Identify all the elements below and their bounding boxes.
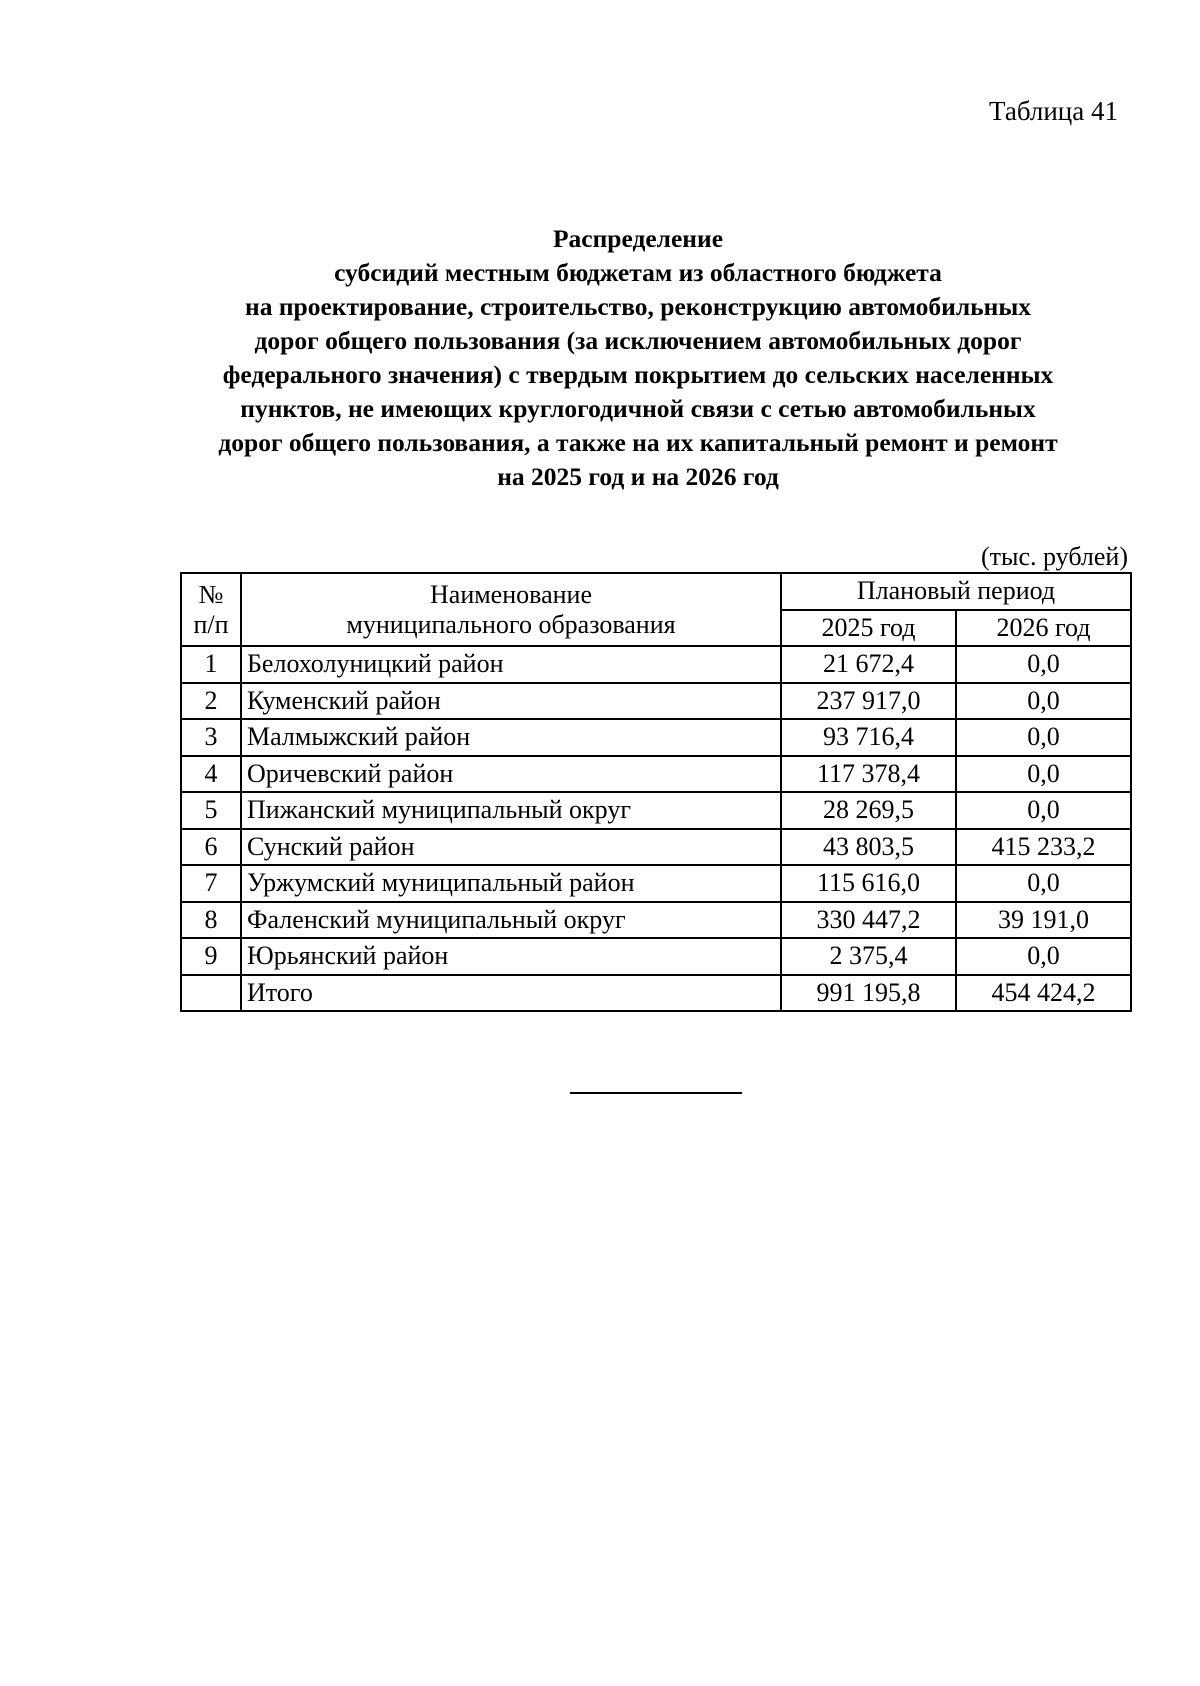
row-value-2025: 117 378,4 <box>781 756 956 793</box>
row-num: 8 <box>181 902 241 939</box>
title-line: на проектирование, строительство, реконструкцию автомобильных <box>245 292 1031 321</box>
title-line: Распределение <box>552 224 724 253</box>
row-num: 5 <box>181 792 241 829</box>
row-name: Уржумский муниципальный район <box>241 865 781 902</box>
row-value-2026: 0,0 <box>956 865 1131 902</box>
row-num: 2 <box>181 683 241 720</box>
row-name: Юрьянский район <box>241 938 781 975</box>
table-row <box>181 938 1131 975</box>
header-row <box>181 573 1131 610</box>
table-row <box>181 902 1131 939</box>
row-value-2026: 39 191,0 <box>956 902 1131 939</box>
row-name: Сунский район <box>241 829 781 866</box>
row-name: Пижанский муниципальный округ <box>241 792 781 829</box>
table-row <box>181 683 1131 720</box>
subsidy-table <box>180 572 1132 1012</box>
title-line: пунктов, не имеющих круглогодичной связи с сетью автомобильных <box>240 394 1036 423</box>
row-value-2026: 0,0 <box>956 683 1131 720</box>
row-value-2025: 21 672,4 <box>781 646 956 683</box>
total-num <box>181 975 241 1012</box>
header-name-line1: Наименование <box>430 579 592 609</box>
row-num: 9 <box>181 938 241 975</box>
header-period: Плановый период <box>781 573 1131 610</box>
table-row <box>181 792 1131 829</box>
header-num-line2: п/п <box>193 609 229 639</box>
row-num: 3 <box>181 719 241 756</box>
row-name: Оричевский район <box>241 756 781 793</box>
title-line: субсидий местным бюджетам из областного бюджета <box>334 258 942 287</box>
header-year-2026: 2026 год <box>956 610 1131 647</box>
row-value-2026: 0,0 <box>956 719 1131 756</box>
row-value-2025: 330 447,2 <box>781 902 956 939</box>
row-value-2025: 237 917,0 <box>781 683 956 720</box>
table-row <box>181 829 1131 866</box>
row-value-2026: 0,0 <box>956 646 1131 683</box>
row-num: 7 <box>181 865 241 902</box>
table-row <box>181 865 1131 902</box>
row-value-2025: 28 269,5 <box>781 792 956 829</box>
title-line: на 2025 год и на 2026 год <box>497 462 779 491</box>
row-name: Белохолуницкий район <box>241 646 781 683</box>
row-name: Малмыжский район <box>241 719 781 756</box>
row-name: Фаленский муниципальный округ <box>241 902 781 939</box>
row-value-2025: 2 375,4 <box>781 938 956 975</box>
row-name: Куменский район <box>241 683 781 720</box>
units-label: (тыс. рублей) <box>980 542 1128 571</box>
end-divider <box>570 1092 742 1094</box>
title-line: федерального значения) с твердым покрытием до сельских населенных <box>222 360 1054 389</box>
table-number: Таблица 41 <box>989 96 1118 126</box>
row-value-2026: 0,0 <box>956 756 1131 793</box>
header-year-2025: 2025 год <box>781 610 956 647</box>
total-value-2025: 991 195,8 <box>781 975 956 1012</box>
row-num: 4 <box>181 756 241 793</box>
row-value-2025: 43 803,5 <box>781 829 956 866</box>
title-line: дорог общего пользования (за исключением автомобильных дорог <box>254 326 1022 355</box>
header-name-line2: муниципального образования <box>346 609 676 639</box>
row-value-2026: 0,0 <box>956 792 1131 829</box>
table-row <box>181 756 1131 793</box>
header-name <box>241 573 781 646</box>
row-value-2026: 415 233,2 <box>956 829 1131 866</box>
total-value-2026: 454 424,2 <box>956 975 1131 1012</box>
total-label: Итого <box>241 975 781 1012</box>
table-row <box>181 646 1131 683</box>
row-value-2025: 93 716,4 <box>781 719 956 756</box>
row-num: 1 <box>181 646 241 683</box>
header-num <box>181 573 241 646</box>
row-num: 6 <box>181 829 241 866</box>
header-num-line1: № <box>198 579 224 609</box>
row-value-2026: 0,0 <box>956 938 1131 975</box>
document-title <box>150 222 1126 494</box>
table-row <box>181 719 1131 756</box>
total-row <box>181 975 1131 1012</box>
row-value-2025: 115 616,0 <box>781 865 956 902</box>
title-line: дорог общего пользования, а также на их капитальный ремонт и ремонт <box>218 428 1058 457</box>
